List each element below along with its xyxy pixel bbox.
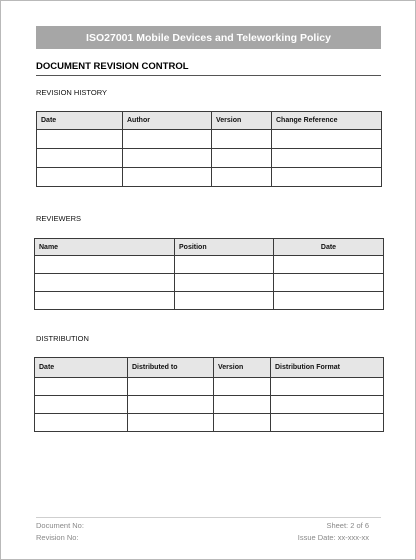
cell-change-reference[interactable] <box>272 149 382 168</box>
section-divider <box>36 75 381 76</box>
cell-change-reference[interactable] <box>272 130 382 149</box>
table-row <box>35 414 384 432</box>
table-row <box>37 168 382 187</box>
header-name: Name <box>35 239 175 256</box>
banner-title: ISO27001 Mobile Devices and Teleworking Policy <box>86 31 331 44</box>
cell-version[interactable] <box>212 130 272 149</box>
cell-date[interactable] <box>274 256 384 274</box>
sheet-number: Sheet: 2 of 6 <box>326 521 369 530</box>
section-title: DOCUMENT REVISION CONTROL <box>36 61 189 72</box>
table-row <box>37 149 382 168</box>
distribution-table <box>34 357 384 432</box>
table-row <box>35 256 384 274</box>
revision-history-table <box>36 111 382 187</box>
cell-position[interactable] <box>175 256 274 274</box>
header-distribution-format: Distribution Format <box>271 358 384 378</box>
cell-date[interactable] <box>35 396 128 414</box>
cell-distribution-format[interactable] <box>271 396 384 414</box>
header-version: Version <box>214 358 271 378</box>
table-row <box>37 130 382 149</box>
cell-change-reference[interactable] <box>272 168 382 187</box>
header-date: Date <box>274 239 384 256</box>
cell-name[interactable] <box>35 256 175 274</box>
cell-author[interactable] <box>123 130 212 149</box>
cell-position[interactable] <box>175 292 274 310</box>
cell-version[interactable] <box>212 149 272 168</box>
cell-version[interactable] <box>212 168 272 187</box>
document-no: Document No: <box>36 521 84 530</box>
cell-version[interactable] <box>214 396 271 414</box>
cell-distribution-format[interactable] <box>271 414 384 432</box>
header-distributed-to: Distributed to <box>128 358 214 378</box>
cell-version[interactable] <box>214 414 271 432</box>
distribution-label: DISTRIBUTION <box>36 334 89 343</box>
cell-distributed-to[interactable] <box>128 414 214 432</box>
header-author: Author <box>123 112 212 130</box>
header-date: Date <box>35 358 128 378</box>
title-banner <box>36 26 381 49</box>
cell-version[interactable] <box>214 378 271 396</box>
cell-name[interactable] <box>35 274 175 292</box>
cell-date[interactable] <box>35 414 128 432</box>
cell-distributed-to[interactable] <box>128 396 214 414</box>
table-row <box>35 396 384 414</box>
reviewers-table <box>34 238 384 310</box>
revision-history-label: REVISION HISTORY <box>36 88 107 97</box>
cell-date[interactable] <box>37 130 123 149</box>
footer-divider <box>36 517 381 518</box>
table-row <box>35 274 384 292</box>
header-change-reference: Change Reference <box>272 112 382 130</box>
cell-position[interactable] <box>175 274 274 292</box>
table-row <box>35 292 384 310</box>
issue-date: Issue Date: xx-xxx-xx <box>297 533 369 542</box>
table-row <box>35 378 384 396</box>
cell-author[interactable] <box>123 149 212 168</box>
cell-author[interactable] <box>123 168 212 187</box>
cell-distribution-format[interactable] <box>271 378 384 396</box>
cell-date[interactable] <box>274 292 384 310</box>
header-date: Date <box>37 112 123 130</box>
reviewers-label: REVIEWERS <box>36 214 82 223</box>
cell-date[interactable] <box>37 149 123 168</box>
revision-no: Revision No: <box>36 533 79 542</box>
header-version: Version <box>212 112 272 130</box>
cell-distributed-to[interactable] <box>128 378 214 396</box>
cell-date[interactable] <box>35 378 128 396</box>
cell-date[interactable] <box>37 168 123 187</box>
cell-date[interactable] <box>274 274 384 292</box>
cell-name[interactable] <box>35 292 175 310</box>
header-position: Position <box>175 239 274 256</box>
